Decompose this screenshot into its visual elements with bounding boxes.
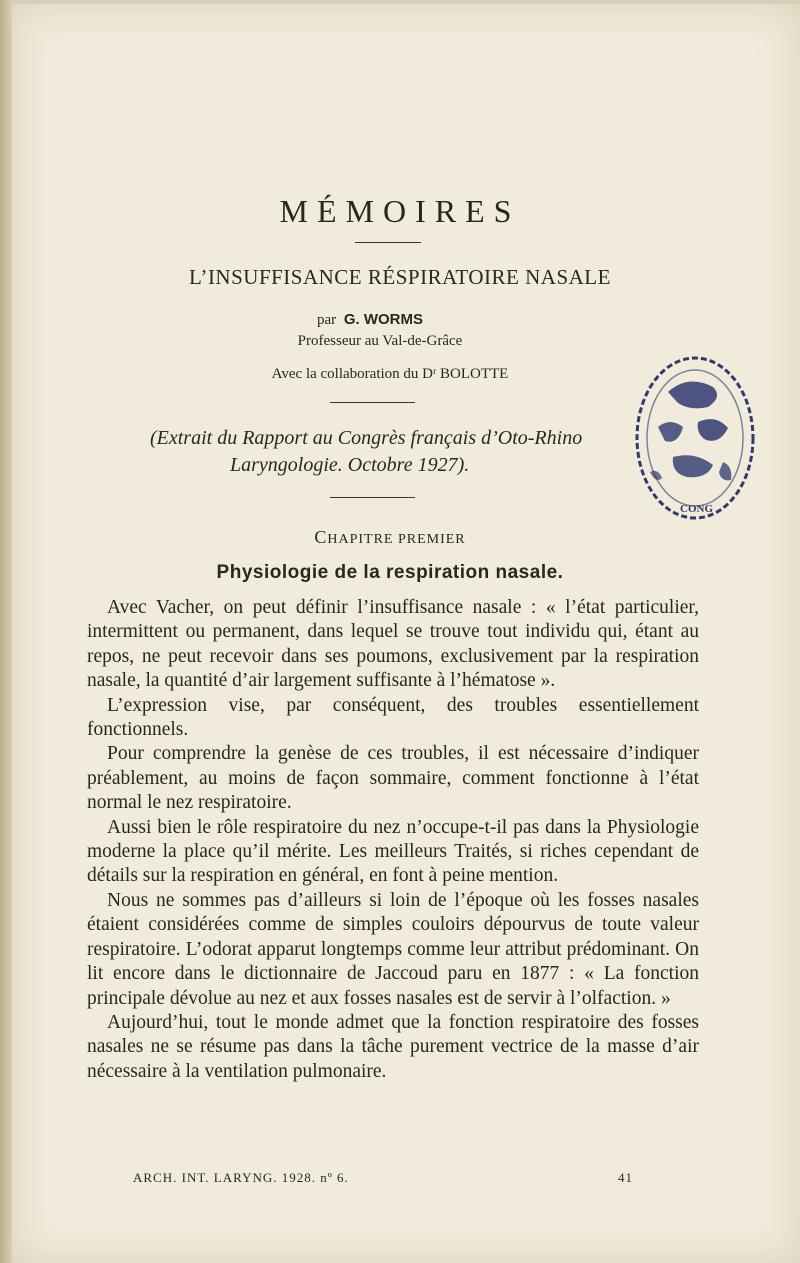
- article-title: L’INSUFFISANCE RÉSPIRATOIRE NASALE: [189, 265, 611, 289]
- extract-note: [150, 425, 710, 479]
- collaboration-line: Avec la collaboration du Dʳ BOLOTTE: [271, 366, 509, 382]
- section-title: Physiologie de la respiration nasale.: [216, 562, 564, 583]
- section-heading: MÉMOIRES: [279, 193, 521, 229]
- divider-rule: [330, 497, 415, 498]
- page-spine-shadow: [0, 0, 12, 1263]
- divider-rule: [330, 402, 415, 403]
- extract-line-2: Laryngologie. Octobre 1927).: [230, 454, 470, 476]
- author-name: G. WORMS: [343, 311, 424, 328]
- paragraph: Aussi bien le rôle respiratoire du nez n’occupe-t-il pas dans la Physiologie moderne la place qu’il mérite. Les meilleurs Traités, si riches cependant de détails sur la respiration en général, en font à peine mention.: [87, 816, 699, 887]
- author-affiliation: Professeur au Val-de-Grâce: [297, 333, 463, 349]
- journal-citation: ARCH. INT. LARYNG. 1928. nº 6.: [133, 1170, 349, 1185]
- author-prefix: par: [316, 312, 337, 328]
- author-line: [0, 311, 740, 329]
- page-footer: [133, 1170, 633, 1186]
- paragraph: Pour comprendre la genèse de ces troubles, il est nécessaire d’indiquer préablement, au moins de façon sommaire, comment fonctionne à l’état normal le nez respiratoire.: [87, 743, 699, 814]
- extract-line-1: (Extrait du Rapport au Congrès français d’Oto-Rhino: [150, 427, 583, 449]
- chapter-heading: [0, 527, 780, 548]
- paragraph: L’expression vise, par conséquent, des troubles essentiellement fonctionnels.: [87, 694, 699, 741]
- library-stamp-icon: [628, 352, 762, 524]
- paragraph: Aujourd’hui, tout le monde admet que la fonction respiratoire des fosses nasales ne se résume pas dans la tâche purement vectrice de la masse d’air nécessaire à la ventilation pulmonaire.: [87, 1011, 699, 1082]
- paragraph: Avec Vacher, on peut définir l’insuffisance nasale : « l’état particulier, intermittent ou permanent, dans lequel se trouve tout individu qui, étant au repos, ne peut recevoir dans ses poumons, exclusivement par la respiration nasale, la quantité d’air largement suffisante à l’hématose ».: [87, 597, 699, 692]
- stamp-text: CONG: [680, 503, 713, 515]
- chapter-label: HAPITRE PREMIER: [327, 532, 466, 547]
- chapter-initial: C: [314, 527, 328, 547]
- page-number: 41: [618, 1170, 633, 1185]
- paragraph: Nous ne sommes pas d’ailleurs si loin de l’époque où les fosses nasales étaient considérées comme de simples couloirs dépourvus de toute valeur respiratoire. L’odorat apparut longtemps comme leur attribut prédominant. On lit encore dans le dictionnaire de Jaccoud paru en 1877 : « La fonction principale dévolue au nez et aux fosses nasales est de servir à l’olfaction. »: [87, 889, 699, 1009]
- body-text: [87, 596, 699, 1084]
- heading-rule: [355, 242, 421, 243]
